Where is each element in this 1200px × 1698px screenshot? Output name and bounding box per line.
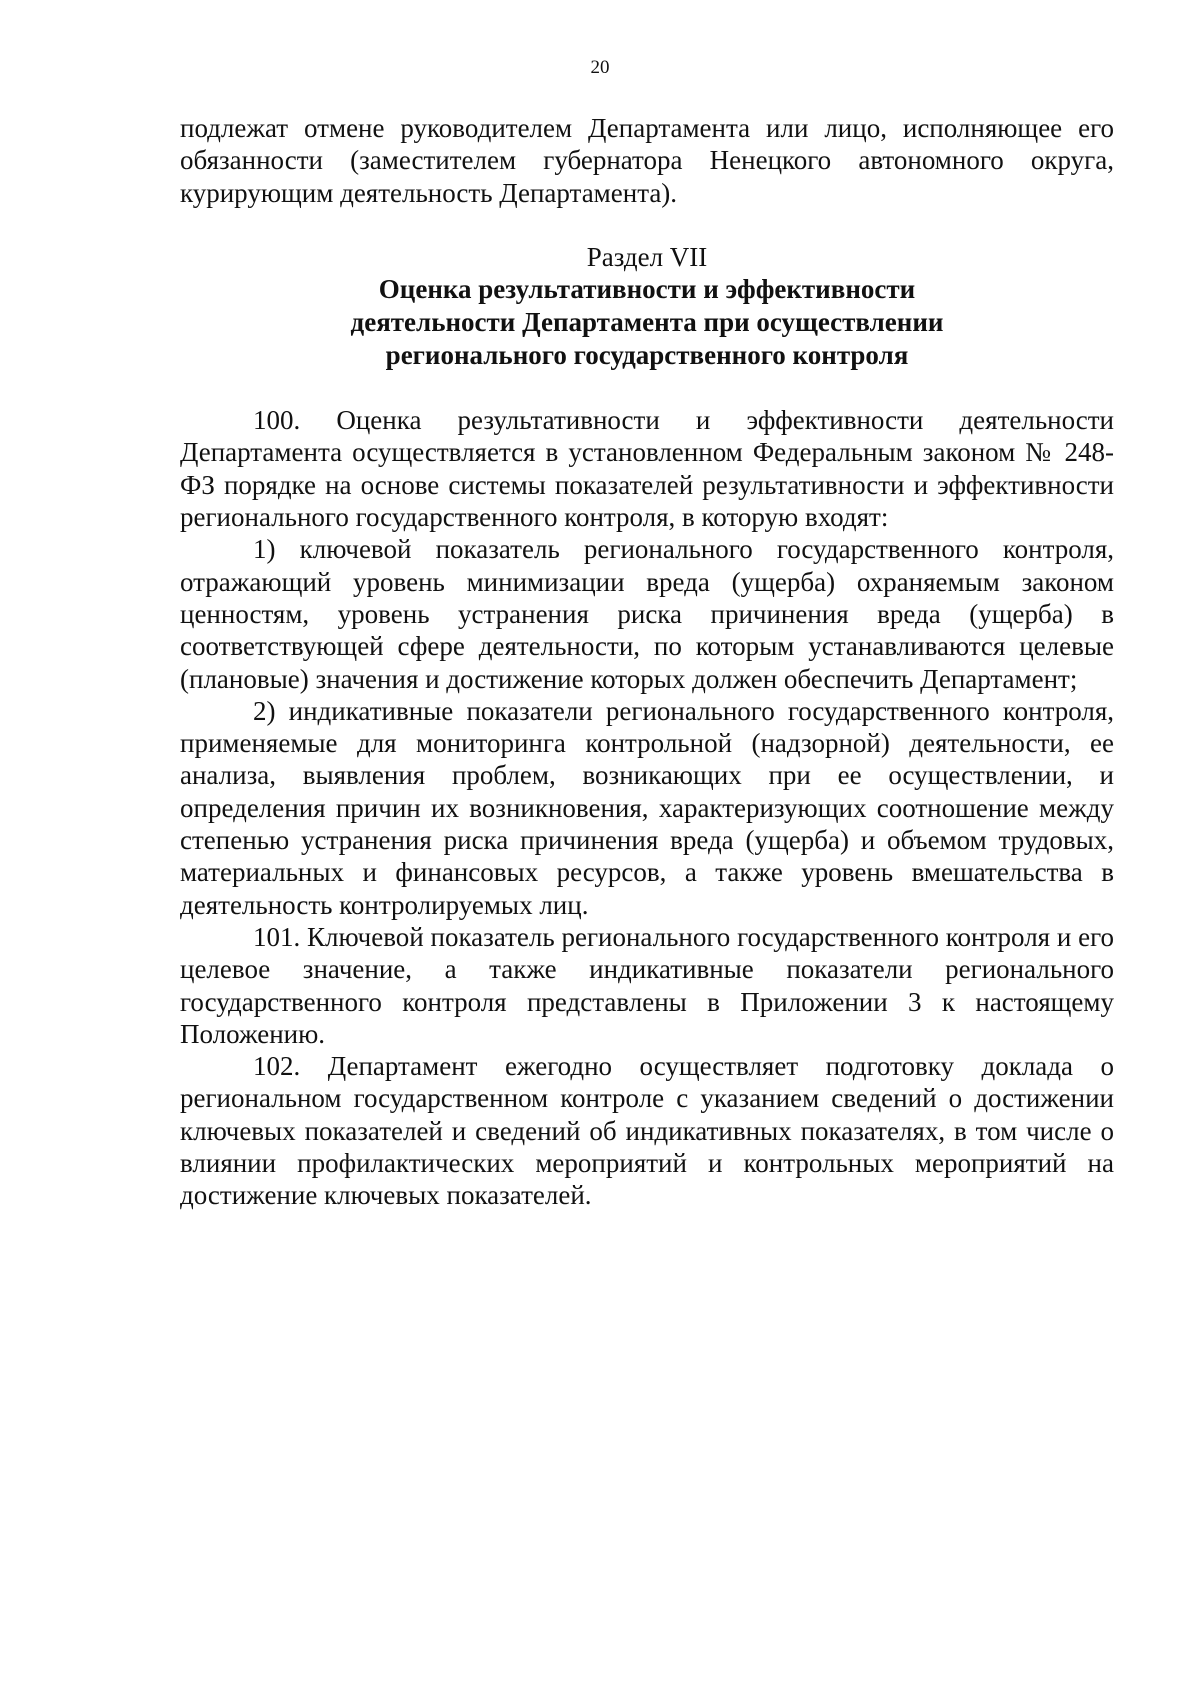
section-heading [180,241,1114,372]
section-number: Раздел VII [586,241,708,272]
section-title-line-3: регионального государственного контроля [385,340,909,371]
list-item-2: 2) индикативные показатели регионального государственного контроля, применяемые для мониторинга контрольной (надзорной) деятельности, ее анализа, выявления проблем, возникающих при ее осуществлении, и определения причин их возникновения, характеризующих соотношение между степенью устранения риска причинения вреда (ущерба) и объемом трудовых, материальных и финансовых ресурсов, а также уровень вмешательства в деятельность контролируемых лиц. [180,695,1114,920]
section-title-line-1: Оценка результативности и эффективности [378,274,916,305]
list-item-1: 1) ключевой показатель регионального государственного контроля, отражающий уровень минимизации вреда (ущерба) охраняемым законом ценностям, уровень устранения риска причинения вреда (ущерба) в соответствующей сфере деятельности, по которым устанавливаются целевые (плановые) значения и достижение которых должен обеспечить Департамент; [180,534,1114,694]
section-title-line-2: деятельности Департамента при осуществлении [350,307,944,338]
paragraph-101: 101. Ключевой показатель регионального государственного контроля и его целевое значение, а также индикативные показатели регионального государственного контроля представлены в Приложении 3 к настоящему Положению. [180,921,1114,1049]
paragraph-102: 102. Департамент ежегодно осуществляет подготовку доклада о региональном государственном контроле с указанием сведений о достижении ключевых показателей и сведений об индикативных показателях, в том числе о влиянии профилактических мероприятий и контрольных мероприятий на достижение ключевых показателей. [180,1051,1114,1211]
document-body [180,112,1114,1212]
page-number: 20 [590,57,610,78]
intro-paragraph: подлежат отмене руководителем Департамента или лицо, исполняющее его обязанности (заместителем губернатора Ненецкого автономного округа, курирующим деятельность Департамента). [180,113,1114,208]
paragraph-100: 100. Оценка результативности и эффективности деятельности Департамента осуществляется в установленном Федеральным законом № 248-ФЗ порядке на основе системы показателей результативности и эффективности регионального государственного контроля, в которую входят: [180,405,1114,533]
